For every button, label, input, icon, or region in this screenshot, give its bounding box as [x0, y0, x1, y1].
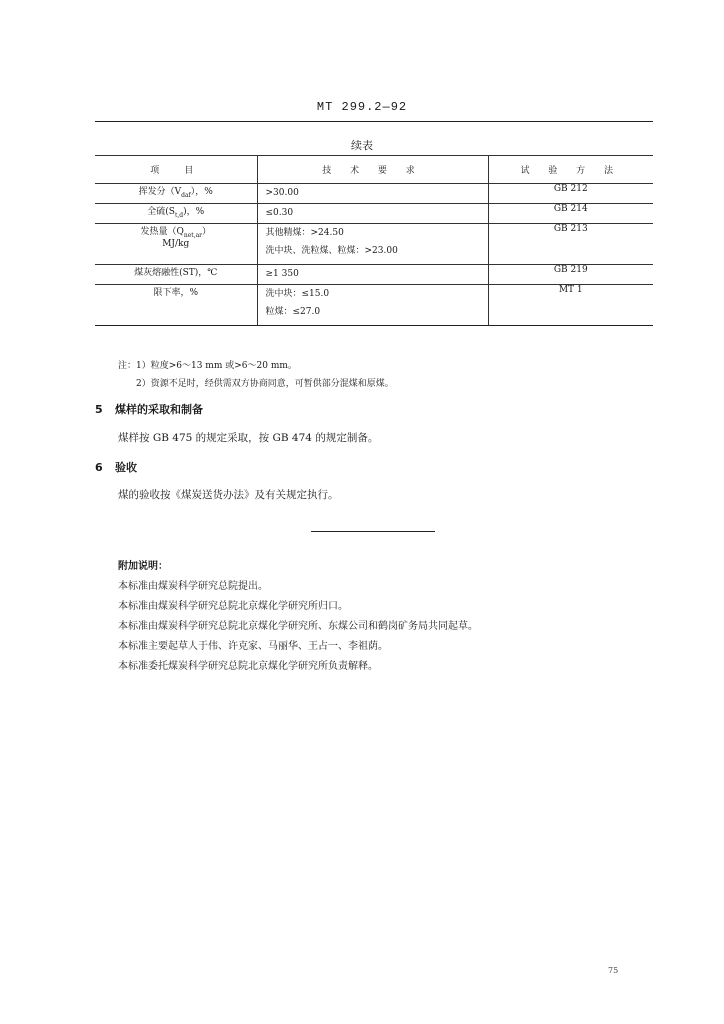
page-number: 75	[608, 966, 619, 975]
item-cell: 全硫$(S_{t,d})$，%	[95, 204, 257, 224]
item-cell: 限下率，%	[95, 285, 257, 326]
appendix-notes	[118, 557, 478, 677]
appendix-line: 本标准主要起草人于伟、许克家、马丽华、王占一、李祖荫。	[118, 641, 388, 652]
section-5-body: 煤样按 GB 475 的规定采取，按 GB 474 的规定制备。	[118, 432, 379, 444]
table-row	[95, 265, 653, 285]
table-row	[95, 204, 653, 224]
appendix-line: 本标准委托煤炭科学研究总院北京煤化学研究所负责解释。	[118, 661, 378, 672]
appendix-line: 本标准由煤炭科学研究总院提出。	[118, 581, 268, 592]
appendix-line: 本标准由煤炭科学研究总院北京煤化学研究所、东煤公司和鹤岗矿务局共同起草。	[118, 621, 478, 632]
requirement-cell: 其他精煤：>24.50 洗中块、洗粒煤、粒煤：>23.00	[257, 224, 488, 265]
section-6-body: 煤的验收按《煤炭送货办法》及有关规定执行。	[118, 489, 339, 501]
column-header-item: 项 目	[95, 156, 257, 184]
table-row	[95, 224, 653, 265]
section-6-heading: 6 验收	[95, 461, 137, 474]
appendix-line: 本标准由煤炭科学研究总院北京煤化学研究所归口。	[118, 601, 348, 612]
requirement-cell: >30.00	[257, 184, 488, 204]
requirement-cell: ≤0.30	[257, 204, 488, 224]
method-cell: GB 213	[488, 224, 653, 265]
note-2: 2）资源不足时，经供需双方协商同意，可暂供部分混煤和原煤。	[136, 379, 394, 389]
table-header-row	[95, 156, 653, 184]
standard-number: MT 299.2—92	[316, 100, 408, 114]
section-5-heading: 5 煤样的采取和制备	[95, 403, 203, 416]
item-cell: 挥发分$(V_{daf})$，%	[95, 184, 257, 204]
requirement-cell: ≥1 350	[257, 265, 488, 285]
continued-table-label: 续表	[351, 139, 373, 152]
spec-table	[95, 155, 653, 326]
table-row	[95, 184, 653, 204]
method-cell: MT 1	[488, 285, 653, 326]
table-row	[95, 285, 653, 326]
item-cell: 发热量$(Q_{net,ar})$ MJ/kg	[95, 224, 257, 265]
method-cell: GB 219	[488, 265, 653, 285]
method-cell: GB 212	[488, 184, 653, 204]
end-divider	[311, 531, 435, 532]
column-header-method: 试 验 方 法	[488, 156, 653, 184]
method-cell: GB 214	[488, 204, 653, 224]
table-notes	[118, 357, 394, 393]
requirement-cell: 洗中块：≤15.0 粒煤：≤27.0	[257, 285, 488, 326]
column-header-requirements: 技 术 要 求	[257, 156, 488, 184]
appendix-title: 附加说明：	[118, 561, 168, 572]
header-rule	[95, 121, 653, 122]
note-1: 注：1）粒度>6～13 mm 或>6～20 mm。	[118, 361, 297, 371]
item-cell: 煤灰熔融性(ST)，℃	[95, 265, 257, 285]
